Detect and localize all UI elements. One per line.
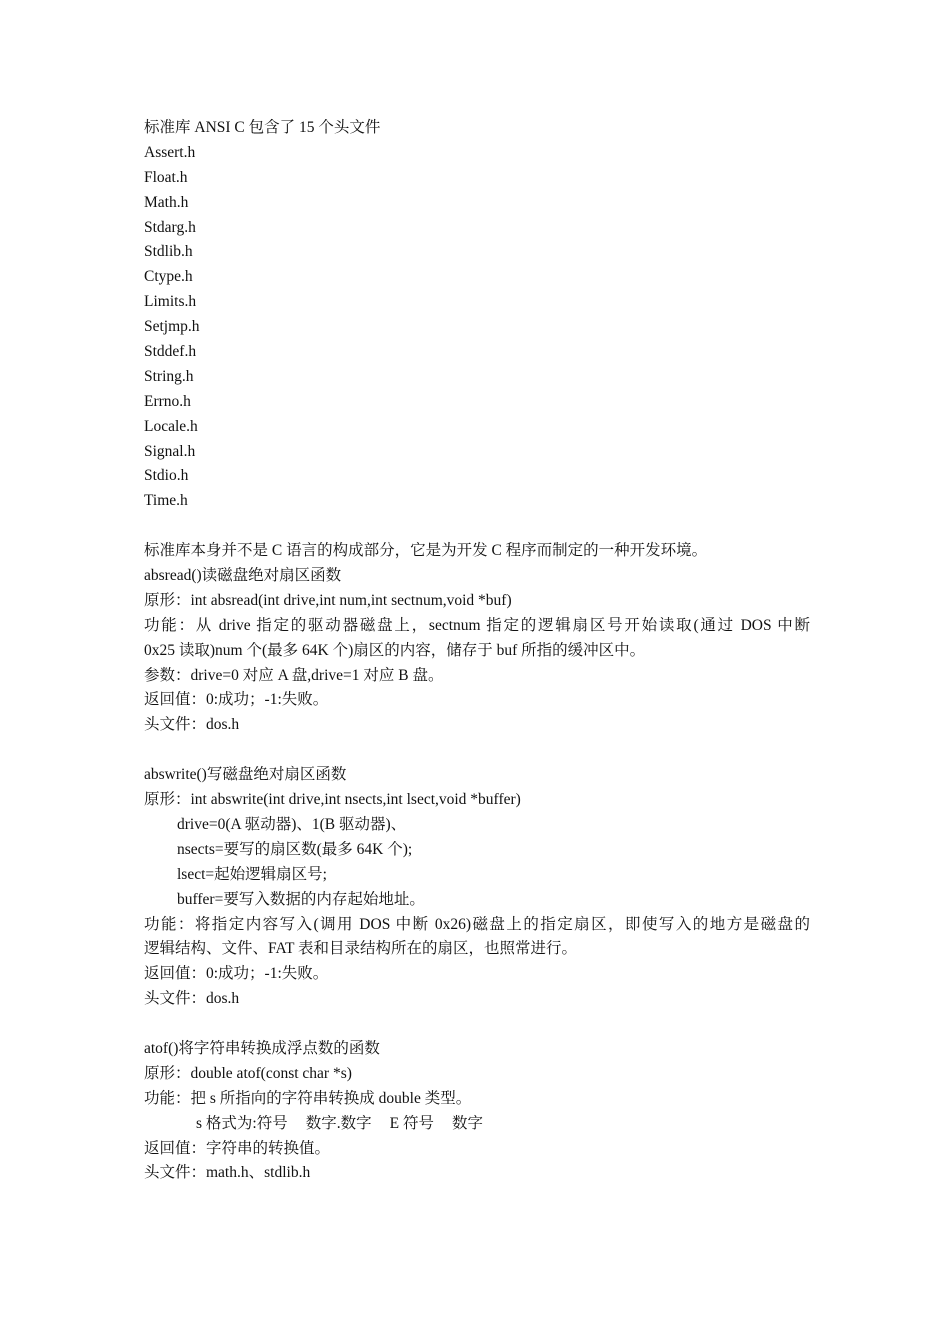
document-page <box>144 116 810 1186</box>
header-file-item: Stdarg.h <box>144 218 196 236</box>
header-file-item: Stdio.h <box>144 467 189 485</box>
abswrite-title: abswrite()写磁盘绝对扇区函数 <box>144 766 347 784</box>
header-file-item: Ctype.h <box>144 268 193 286</box>
spacer <box>144 1012 810 1037</box>
abswrite-return: 返回值：0:成功；-1:失败。 <box>144 965 329 983</box>
atof-function: 功能：把 s 所指向的字符串转换成 double 类型。 <box>144 1089 472 1107</box>
absread-params: 参数：drive=0 对应 A 盘,drive=1 对应 B 盘。 <box>144 666 444 684</box>
absread-return: 返回值：0:成功；-1:失败。 <box>144 691 329 709</box>
header-file-item: Time.h <box>144 492 188 510</box>
spacer <box>144 514 810 539</box>
abswrite-param-lsect: lsect=起始逻辑扇区号; <box>177 865 327 883</box>
atof-return: 返回值：字符串的转换值。 <box>144 1139 331 1157</box>
spacer <box>144 738 810 763</box>
absread-header: 头文件：dos.h <box>144 716 240 734</box>
atof-prototype: 原形：double atof(const char *s) <box>144 1064 352 1082</box>
atof-format-digits: 数字.数字 <box>305 1114 372 1132</box>
abswrite-function-line1: 功能：将指定内容写入(调用 DOS 中断 0x26)磁盘上的指定扇区，即使写入的地方是磁盘的 <box>144 915 810 933</box>
header-file-item: Assert.h <box>144 143 196 161</box>
intro-note: 标准库本身并不是 C 语言的构成部分，它是为开发 C 程序而制定的一种开发环境。 <box>144 542 708 560</box>
header-file-item: Stdlib.h <box>144 243 193 261</box>
header-file-item: Errno.h <box>144 392 191 410</box>
intro-title: 标准库 ANSI C 包含了 15 个头文件 <box>144 119 381 136</box>
header-file-item: Math.h <box>144 193 189 211</box>
abswrite-param-drive: drive=0(A 驱动器)、1(B 驱动器)、 <box>177 815 407 833</box>
header-file-item: Limits.h <box>144 293 197 311</box>
atof-header: 头文件：math.h、stdlib.h <box>144 1164 311 1182</box>
absread-title: absread()读磁盘绝对扇区函数 <box>144 567 342 585</box>
absread-prototype: 原形：int absread(int drive,int num,int sectnum,void *buf) <box>144 591 512 609</box>
header-file-item: String.h <box>144 367 194 385</box>
atof-format <box>144 1112 810 1137</box>
atof-title: atof()将字符串转换成浮点数的函数 <box>144 1039 380 1057</box>
absread-function-line1: 功能：从 drive 指定的驱动器磁盘上，sectnum 指定的逻辑扇区号开始读取(通过 DOS 中断 <box>144 616 810 634</box>
header-file-item: Signal.h <box>144 442 196 460</box>
atof-format-number: 数字 <box>451 1114 483 1132</box>
header-file-item: Locale.h <box>144 417 198 435</box>
absread-function-line2: 0x25 读取)num 个(最多 64K 个)扇区的内容，储存于 buf 所指的缓冲区中。 <box>144 641 646 659</box>
header-file-item: Stddef.h <box>144 343 197 361</box>
header-file-item: Float.h <box>144 168 188 186</box>
atof-format-exponent: E 符号 <box>389 1114 434 1132</box>
atof-format-label: s 格式为:符号 <box>196 1114 288 1132</box>
header-file-item: Setjmp.h <box>144 318 200 336</box>
abswrite-param-buffer: buffer=要写入数据的内存起始地址。 <box>177 890 425 908</box>
abswrite-header: 头文件：dos.h <box>144 990 240 1008</box>
abswrite-prototype: 原形：int abswrite(int drive,int nsects,int lsect,void *buffer) <box>144 791 521 809</box>
abswrite-param-nsects: nsects=要写的扇区数(最多 64K 个); <box>177 840 413 858</box>
abswrite-function-line2: 逻辑结构、文件、FAT 表和目录结构所在的扇区，也照常进行。 <box>144 940 578 958</box>
